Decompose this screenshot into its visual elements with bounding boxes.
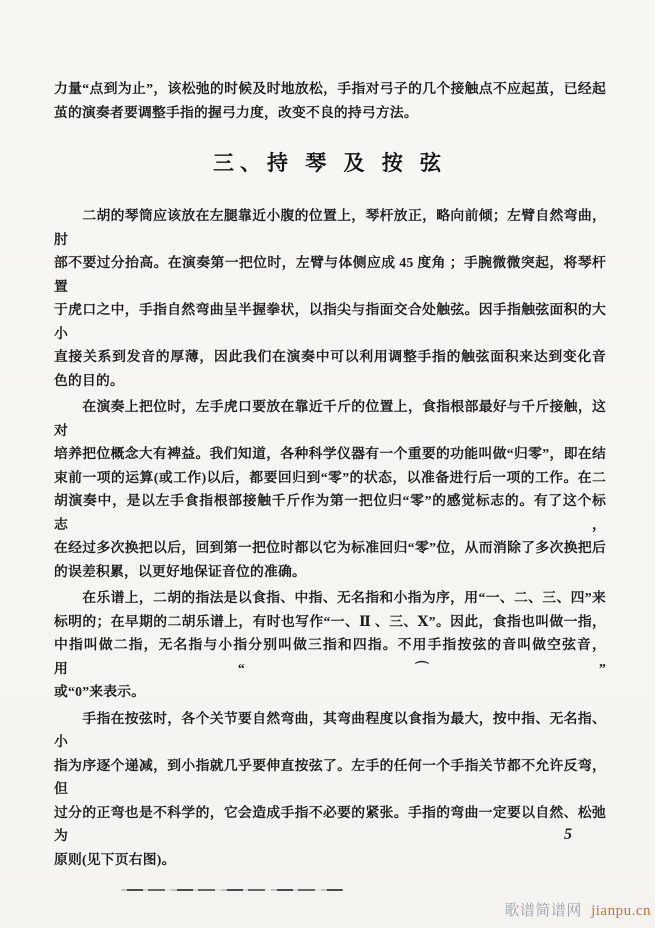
text-line: 手指在按弦时，各个关节要自然弯曲，其弯曲程度以食指为最大，按中指、无名指、小 [54,710,606,749]
text-line: 部不要过分抬高。在演奏第一把位时，左臂与体侧应成 45 度角 ；手腕微微突起，将琴杆置 [54,255,606,294]
text-line: 标明的；在早期的二胡乐谱上，有时也写作“一、Ⅱ 、三、Ⅹ”。因此，食指也叫做一指， [54,613,606,629]
scan-artifact-line [121,889,343,891]
paragraph-bow-grip-continuation [54,77,606,124]
text-line: 的误差积累，以更好地保证音位的准确。 [54,563,306,579]
page-number: 5 [564,826,572,843]
text-line: 在演奏上把位时，左手虎口要放在靠近千斤的位置上，食指根部最好与千斤接触，这对 [54,399,606,438]
text-line: 在经过多次换把以后，回到第一把位时都以它为标准回归“零”位，从而消除了多次换把后 [54,540,606,555]
paragraph-fingering-notation [54,586,606,704]
text-line: 原则(见下页右图)。 [54,851,176,867]
text-line: 在乐谱上，二胡的指法是以食指、中指、无名指和小指为序，用“一、二、三、四”来 [54,590,606,605]
text-line: 或“0”来表示。 [54,684,146,699]
text-line: 直接关系到发音的厚薄，因此我们在演奏中可以利用调整手指的触弦面积来达到变化音 [54,349,606,364]
paragraph-instrument-position [54,204,606,392]
text-line: 茧的演奏者要调整手指的握弓力度，改变不良的持弓方法。 [54,104,418,120]
text-line: 色的目的。 [54,372,124,388]
page-content [54,77,606,874]
watermark-site-name: 歌谱简谱网 [504,903,582,919]
paragraph-finger-bending [54,707,606,872]
text-line: 胡演奏中，是以左手食指根部接触千斤作为第一把位归“零”的感觉标志的。有了这个标志， [54,493,606,532]
section-heading: 三、持 琴 及 按 弦 [213,151,447,175]
watermark [504,899,651,920]
watermark-site-url: jianpu.cn [591,903,651,919]
text-line: 指为序逐个递减，到小指就几乎要伸直按弦了。左手的任何一个手指关节都不允许反弯，但 [54,757,606,796]
text-line: 于虎口之中，手指自然弯曲呈半握拳状，以指尖与指面交合处触弦。因手指触弦面积的大小 [54,302,606,341]
text-line: 力量“点到为止”，该松弛的时候及时地放松，手指对弓子的几个接触点不应起茧，已经起 [54,81,606,96]
text-line: 束前一项的运算(或工作)以后，都要回归到“零”的状态，以准备进行后一项的工作。在二 [54,469,606,485]
text-line: 中指叫做二指，无名指与小指分别叫做三指和四指。不用手指按弦的音叫做空弦音，用“⌒” [54,637,606,676]
paragraph-first-position-zero [54,395,606,583]
text-line: 过分的正弯也是不科学的，它会造成手指不必要的紧张。手指的弯曲一定要以自然、松弛为 [54,804,606,843]
text-line: 培养把位概念大有裨益。我们知道，各种科学仪器有一个重要的功能叫做“归零”，即在结 [54,446,606,461]
text-line: 二胡的琴筒应该放在左腿靠近小腹的位置上，琴杆放正，略向前倾；左臂自然弯曲，肘 [54,208,606,247]
